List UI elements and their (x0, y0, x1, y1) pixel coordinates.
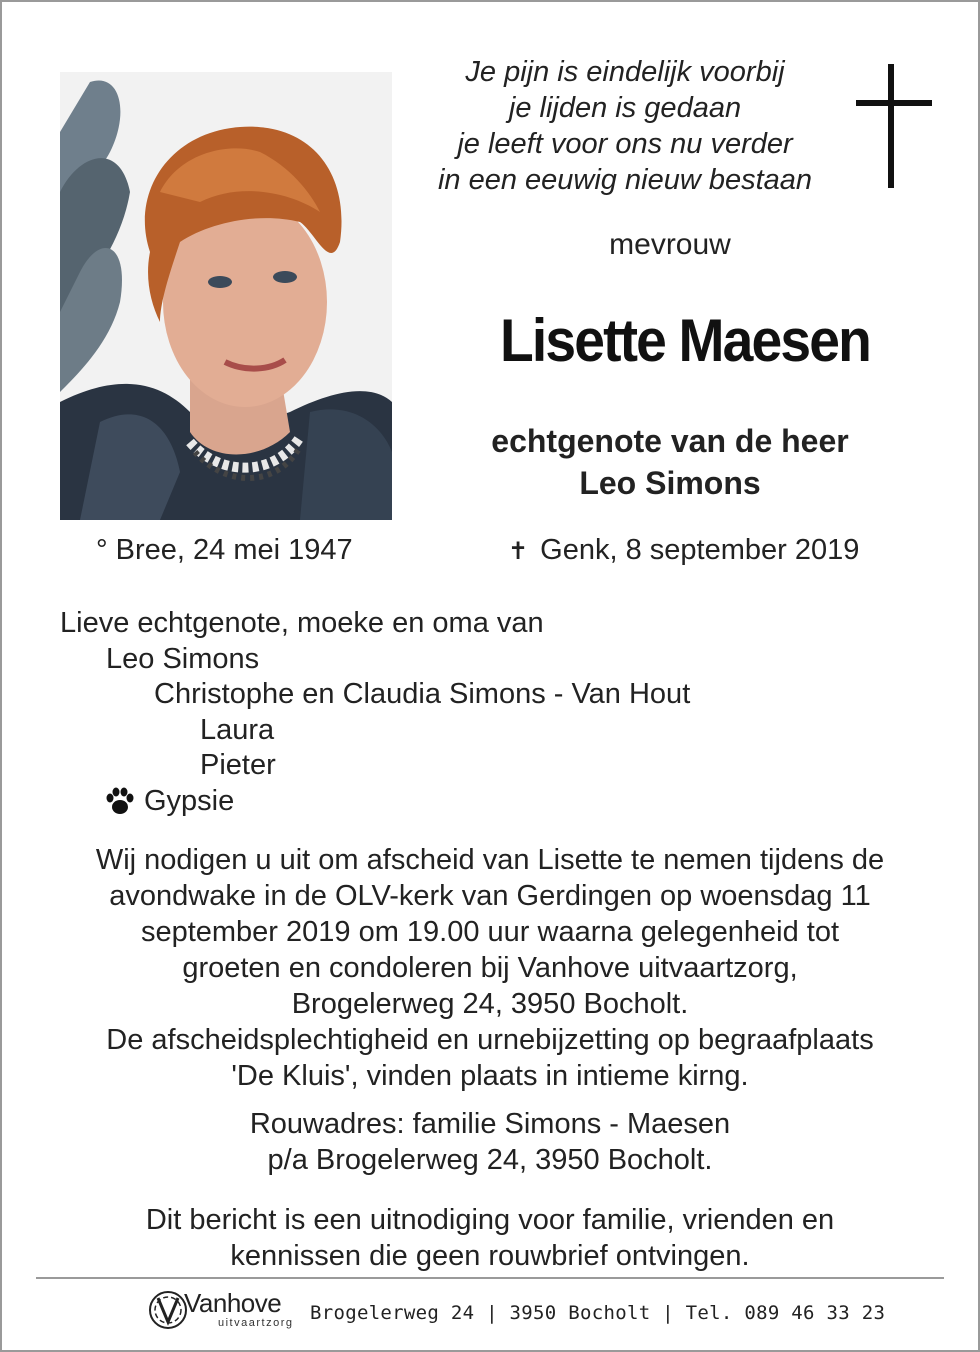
ceremony-line: De afscheidsplechtigheid en urnebijzetting op begraafplaats (106, 1024, 874, 1056)
address-line: p/a Brogelerweg 24, 3950 Bocholt. (267, 1144, 713, 1176)
mourning-address (40, 1106, 940, 1178)
ceremony-line: avondwake in de OLV-kerk van Gerdingen op woensdag 11 (109, 880, 871, 912)
invitation-notice (40, 1202, 940, 1274)
family-member: Laura (200, 713, 275, 746)
vanhove-logo (146, 1284, 306, 1338)
brand-name: Vanhove (184, 1288, 282, 1318)
birth-symbol: ° (96, 534, 108, 566)
portrait-photo (60, 72, 392, 520)
family-member: Leo Simons (106, 642, 260, 675)
brand-subtitle: uitvaartzorg (218, 1317, 294, 1329)
cross-icon (856, 64, 932, 188)
ceremony-line: Brogelerweg 24, 3950 Bocholt. (291, 988, 689, 1020)
death-cross-icon: ✝ (508, 538, 529, 565)
ceremony-line: groeten en condoleren bij Vanhove uitvaartzorg, (182, 952, 798, 984)
footer (146, 1284, 886, 1338)
family-member: Pieter (200, 749, 276, 781)
ceremony-line: Wij nodigen u uit om afscheid van Lisette te nemen tijdens de (95, 844, 885, 876)
contact-info: Brogelerweg 24 | 3950 Bocholt | Tel. 089 46 33 23 (310, 1302, 886, 1324)
family-intro: Lieve echtgenote, moeke en oma van (60, 607, 544, 639)
spouse-line: echtgenote van de heer (491, 423, 849, 459)
portrait-illustration (60, 72, 392, 520)
notice-line: Dit bericht is een uitnodiging voor familie, vrienden en (145, 1204, 835, 1236)
birth-info (96, 534, 353, 567)
pet-entry (60, 784, 690, 820)
deceased-name: Lisette Maesen (499, 307, 870, 374)
address-line: Rouwadres: familie Simons - Maesen (249, 1108, 731, 1140)
poem-line: in een eeuwig nieuw bestaan (437, 164, 813, 196)
family-member: Christophe en Claudia Simons - Van Hout (154, 678, 691, 710)
spouse-name: Leo Simons (579, 465, 761, 501)
notice-line: kennissen die geen rouwbrief ontvingen. (230, 1240, 750, 1272)
family-list (60, 606, 690, 819)
ceremony-line: september 2019 om 19.00 uur waarna gelegenheid tot (140, 916, 840, 948)
birth-place-date: Bree, 24 mei 1947 (115, 534, 353, 566)
poem-line: Je pijn is eindelijk voorbij (465, 56, 785, 88)
poem-line: je leeft voor ons nu verder (457, 128, 793, 160)
pet-name: Gypsie (144, 784, 235, 817)
death-info (508, 534, 859, 567)
honorific: mevrouw (609, 228, 731, 261)
spouse-info (430, 420, 910, 504)
footer-divider (36, 1277, 944, 1279)
ceremony-text (40, 842, 940, 1094)
poem (400, 54, 850, 198)
poem-line: je lijden is gedaan (508, 92, 742, 124)
ceremony-line: 'De Kluis', vinden plaats in intieme kirng. (231, 1060, 749, 1092)
paw-icon (104, 786, 136, 816)
death-place-date: Genk, 8 september 2019 (540, 534, 860, 566)
